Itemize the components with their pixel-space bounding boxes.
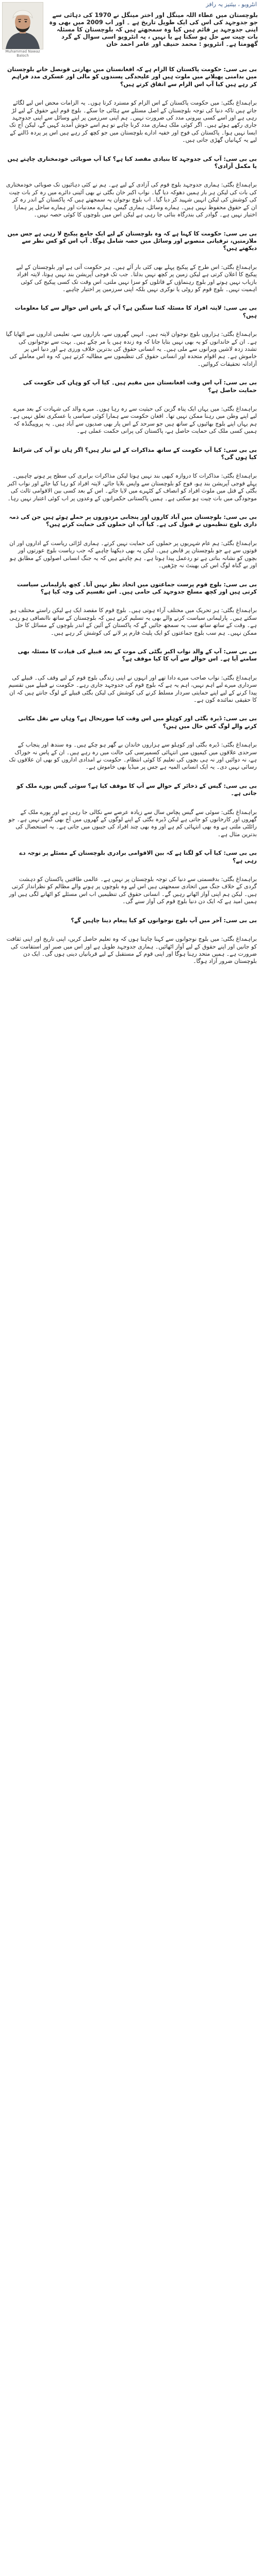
interview-answer: براہمداغ بگٹی: سوئی سے گیس پچاس سال سے زیادہ عرصے سے نکالی جا رہی ہے اور پورے ملک کے گھروں اور کارخانوں کو جاتی ہے لیکن ڈیرہ بگٹی کے اپنے لوگوں کے گھروں میں آج بھی گیس نہیں ہے۔ جو رائلٹی ملتی ہے وہ بھی انتہائی کم ہے اور وہ بھی چند افراد کی جیبوں میں جاتی ہے۔ یہ استحصال کی بدترین مثال ہے۔ [8,808,257,838]
interviewee-photo [2,2,43,49]
interview-question: بی بی سی: بلوچستان میں آباد کاروں اور پنجابی مزدوروں پر حملے ہوئے ہیں جن کی ذمہ داری بلوچ تنظیموں نے قبول کی ہے۔ کیا آپ ان حملوں کی حمایت کرتے ہیں؟ [9,514,257,528]
interview-answer: براہمداغ بگٹی: نواب صاحب میرے دادا تھے اور انہوں نے اپنی زندگی بلوچ قوم کے لیے وقف کی۔ قبیلے کی سرداری میرے لیے اہم نہیں، اہم یہ ہے کہ بلوچ قوم کی جدوجہد جاری رہے۔ حکومت نے قبیلے میں تقسیم پیدا کرنے کے لیے اپنے حمایتی سردار مسلط کرنے کی کوشش کی لیکن بگٹی قبیلے کے لوگ جانتے ہیں کہ ان کا حقیقی نمائندہ کون ہے۔ [8,674,257,703]
interview-question: بی بی سی: آپ کی جدوجہد کا بنیادی مقصد کیا ہے؟ کیا آپ صوبائی خودمختاری چاہتے ہیں یا مکمل آزادی؟ [7,155,257,170]
interview-body [5,66,257,2576]
interview-question: بی بی سی: حکومت کا کہنا ہے کہ وہ بلوچستان کے لیے ایک جامع پیکیج لا رہی ہے جس میں ملازمتیں، ترقیاتی منصوبے اور وسائل میں حصہ شامل ہوگا۔ آپ اس کو کس نظر سے دیکھتے ہیں؟ [7,230,257,252]
interview-question: بی بی سی: کیا آپ حکومت کے ساتھ مذاکرات کے لیے تیار ہیں؟ اگر ہاں تو آپ کی شرائط کیا ہوں گی؟ [12,446,257,461]
interview-answer: براہمداغ بگٹی: ہم عام شہریوں پر حملوں کی حمایت نہیں کرتے۔ ہماری لڑائی ریاست کے اداروں اور ان قوتوں سے ہے جو بلوچستان پر قابض ہیں۔ لیکن یہ بھی دیکھنا چاہیے کہ جب ریاست بلوچ عورتوں اور بچوں کو نشانہ بناتی ہے تو ردعمل پیدا ہوتا ہے۔ ہم چاہتے ہیں کہ یہ جنگ انسانی اصولوں کے مطابق ہو اور بے گناہ لوگ اس کی بھینٹ نہ چڑھیں۔ [9,539,257,569]
interview-question: بی بی سی: لاپتہ افراد کا مسئلہ کتنا سنگین ہے؟ آپ کے پاس اس حوالے سے کیا معلومات ہیں؟ [14,304,257,319]
interview-answer: براہمداغ بگٹی: ہر تحریک میں مختلف آراء ہوتی ہیں۔ بلوچ قوم کا مقصد ایک ہے لیکن راستے مختلف ہو سکتے ہیں۔ پارلیمانی سیاست کرنے والے بھی یہ تسلیم کرتے ہیں کہ بلوچستان کے ساتھ ناانصافی ہو رہی ہے۔ وقت کے ساتھ ساتھ سب یہ سمجھ جائیں گے کہ پاکستان کے آئین کے اندر بلوچوں کے مسائل کا حل ممکن نہیں۔ ہم سب بلوچ جماعتوں کو ایک پلیٹ فارم پر لانے کی کوشش کر رہے ہیں۔ [9,607,257,636]
article-header [0,0,262,58]
interview-question: بی بی سی: ڈیرہ بگٹی اور کوہلو میں اس وقت کیا صورتحال ہے؟ وہاں سے نقل مکانی کرنے والے لوگ کس حال میں ہیں؟ [18,715,257,730]
photo-caption: Muhammad Nawaz Baloch [5,49,40,58]
interview-question: بی بی سی: آپ کے والد نواب اکبر بگٹی کی موت کے بعد قبیلے کی قیادت کا مسئلہ بھی سامنے آیا ہے۔ اس حوالے سے آپ کا کیا موقف ہے؟ [18,648,257,663]
interview-answer: براہمداغ بگٹی: ہزاروں بلوچ نوجوان لاپتہ ہیں۔ انہیں گھروں سے، بازاروں سے، تعلیمی اداروں سے اٹھایا گیا ہے۔ ان کے خاندانوں کو یہ بھی نہیں بتایا جاتا کہ وہ زندہ ہیں یا مر چکے ہیں۔ بہت سے نوجوانوں کی تشدد زدہ لاشیں ویرانوں سے ملی ہیں۔ یہ انسانی حقوق کی بدترین خلاف ورزی ہے اور دنیا اس پر خاموش ہے۔ ہم اقوام متحدہ اور انسانی حقوق کی تنظیموں سے مطالبہ کرتے ہیں کہ وہ اس معاملے کی آزادانہ تحقیقات کروائیں۔ [6,331,257,367]
interview-question: بی بی سی: کیا آپ کو لگتا ہے کہ بین الاقوامی برادری بلوچستان کے مسئلے پر توجہ دے رہی ہے؟ [19,850,257,864]
interview-answer: براہمداغ بگٹی: میں یہاں ایک پناہ گزین کی حیثیت سے رہ رہا ہوں۔ میرے والد کی شہادت کے بعد میرے لیے اپنے وطن میں رہنا ممکن نہیں تھا۔ افغان حکومت سے ہمارا کوئی سیاسی یا عسکری تعلق نہیں ہے۔ ہم یہاں اپنے بلوچ بھائیوں کے ساتھ ہیں جو سرحد کے اس پار بھی صدیوں سے آباد ہیں۔ یہ پروپیگنڈہ کہ ہمیں کسی ملک کی حمایت حاصل ہے، پاکستان کی پرانی حکمت عملی ہے۔ [9,405,257,435]
interview-question: بی بی سی: گیس کے ذخائر کے حوالے سے آپ کا موقف کیا ہے؟ سوئی گیس پورے ملک کو جاتی ہے۔ [17,782,257,797]
interview-answer: براہمداغ بگٹی: مذاکرات کا دروازہ کبھی بند نہیں ہوتا لیکن مذاکرات برابری کی سطح پر ہونے چاہییں۔ پہلے فوجی آپریشن بند ہو، فوج کو بلوچستان سے واپس بلایا جائے، لاپتہ افراد کو رہا کیا جائے اور نواب اکبر بگٹی کے قتل میں ملوث افراد کو انصاف کے کٹہرے میں لایا جائے۔ اس کے بعد کسی بین الاقوامی ثالث کی موجودگی میں بات چیت ہو سکتی ہے۔ ہمیں پاکستانی حکمرانوں کے وعدوں پر اب کوئی اعتبار نہیں رہا۔ [7,472,257,502]
interview-question: بی بی سی: آخر میں آپ بلوچ نوجوانوں کو کیا پیغام دینا چاہیں گے؟ [71,917,257,924]
interview-question: بی بی سی: بلوچ قوم پرست جماعتوں میں اتحاد نظر نہیں آتا۔ کچھ پارلیمانی سیاست کرتی ہیں اور کچھ مسلح جدوجہد کی حامی ہیں۔ اس تقسیم کی وجہ کیا ہے؟ [17,581,257,595]
interview-answer: براہمداغ بگٹی: ڈیرہ بگٹی اور کوہلو سے ہزاروں خاندان بے گھر ہو چکے ہیں۔ وہ سندھ اور پنجاب کے سرحدی علاقوں میں کیمپوں میں انتہائی کسمپرسی کی حالت میں رہ رہے ہیں۔ ان کے پاس نہ خوراک ہے، نہ دوائیں اور نہ ہی بچوں کی تعلیم کا کوئی انتظام۔ حکومت نے امدادی اداروں کو بھی ان علاقوں تک رسائی نہیں دی۔ یہ ایک انسانی المیہ ہے جس پر میڈیا بھی خاموش ہے۔ [9,741,257,771]
interview-answer: براہمداغ بگٹی: میں حکومت پاکستان کے اس الزام کو مسترد کرتا ہوں۔ یہ الزامات محض اس لیے لگائے جاتے ہیں تاکہ دنیا کی توجہ بلوچستان کے اصل مسئلے سے ہٹائی جا سکے۔ بلوچ قوم اپنے حقوق کے لیے لڑ رہی ہے اور اسے کسی بیرونی مدد کی ضرورت نہیں۔ ہم اپنی سرزمین پر اپنے وسائل سے اپنی جدوجہد جاری رکھے ہوئے ہیں۔ اگر کوئی ملک ہماری مدد کرنا چاہے تو ہم اسے خوش آمدید کہیں گے، لیکن آج تک ایسا نہیں ہوا۔ پاکستان کی فوج اور خفیہ ادارے بلوچستان میں جو کچھ کر رہے ہیں اس پر پردہ ڈالنے کے لیے یہ کہانیاں گھڑی جاتی ہیں۔ [9,99,257,144]
interview-answer: براہمداغ بگٹی: اس طرح کے پیکیج پہلے بھی کئی بار آئے ہیں۔ ہر حکومت آتی ہے اور بلوچستان کے لیے پیکیج کا اعلان کرتی ہے لیکن زمین پر کچھ نہیں بدلتا۔ جب تک فوجی آپریشن بند نہیں ہوتا، لاپتہ افراد بازیاب نہیں ہوتے اور بلوچ رہنماؤں کے قاتلوں کو سزا نہیں ملتی، اس وقت تک کسی پیکیج کی کوئی اہمیت نہیں۔ بلوچ قوم کو روٹی یا نوکری نہیں بلکہ اپنی سرزمین پر اختیار چاہیے۔ [16,263,257,293]
breadcrumb[interactable]: انٹرویو ، بیئتیز یہ رافز [206,1,257,8]
interview-question: بی بی سی: حکومت پاکستان کا الزام ہے کہ افغانستان میں بھارتی قونصل خانے بلوچستان میں بدامنی پھیلانے میں ملوث ہیں اور علیحدگی پسندوں کو مالی اور عسکری مدد فراہم کر رہے ہیں کیا آپ اس الزام سے اتفاق کرتے ہیں؟ [7,66,257,88]
interview-answer: براہمداغ بگٹی: ہماری جدوجہد بلوچ قوم کی آزادی کے لیے ہے۔ ہم نے کئی دہائیوں تک صوبائی خودمختاری کی بات کی لیکن ہر بار ہمیں دھوکہ دیا گیا۔ نواب اکبر خان بگٹی نے بھی آئینی دائرے میں رہ کر بات چیت کی کوشش کی لیکن انہیں شہید کر دیا گیا۔ اب بلوچ نوجوان یہ سمجھتے ہیں کہ پاکستان کے اندر رہ کر ان کے حقوق محفوظ نہیں ہیں۔ ہمارے وسائل، ہماری گیس، ہمارے معدنیات اور ہمارے ساحل پر ہمارا اختیار نہیں ہے۔ گوادر کی بندرگاہ بنائی جا رہی ہے لیکن اس میں بلوچوں کا کوئی حصہ نہیں۔ [6,181,257,218]
interview-question: بی بی سی: آپ اس وقت افغانستان میں مقیم ہیں۔ کیا آپ کو وہاں کی حکومت کی حمایت حاصل ہے؟ [23,379,257,394]
interview-answer: براہمداغ بگٹی: بدقسمتی سے دنیا کی توجہ بلوچستان پر نہیں ہے۔ عالمی طاقتیں پاکستان کو دہشت گردی کے خلاف جنگ میں اتحادی سمجھتی ہیں اس لیے وہ بلوچوں پر ہونے والے مظالم کو نظرانداز کرتی ہیں۔ لیکن ہم اپنی آواز اٹھاتے رہیں گے۔ انسانی حقوق کی تنظیمیں اب اس مسئلے کو اٹھانے لگی ہیں اور ہمیں امید ہے کہ ایک دن دنیا بلوچ قوم کی آواز سنے گی۔ [9,876,257,905]
article-summary: بلوچستان میں عطاء اللہ مینگل اور اختر مینگل نے 1970 کی دہائی سے جو جدوجہد کی اس کی ایک طویل تاریخ ہے ۔ اور اب 2009 میں بھی وہ اپنی جدوجہد پر قائم ہیں کیا وہ سمجھتے ہیں کہ بلوچستان کا مسئلہ بات چیت سے حل ہو سکتا ہے یا نہیں ، یہ انٹرویو اسی سوال کے گرد گھومتا ہے۔ انٹرویو : محمد حنیف اور عامر احمد خان [49,11,258,47]
interview-answer: براہمداغ بگٹی: میں بلوچ نوجوانوں سے کہنا چاہتا ہوں کہ وہ تعلیم حاصل کریں، اپنی تاریخ اور اپنی ثقافت کو جانیں اور اپنے حقوق کے لیے آواز اٹھائیں۔ ہماری جدوجہد طویل ہے اور اس میں صبر اور استقامت کی ضرورت ہے۔ ہمیں متحد رہنا ہوگا اور اپنی قوم کے مستقبل کے لیے قربانیاں دینی ہوں گی۔ ایک دن بلوچستان ضرور آزاد ہوگا۔ [6,936,257,965]
